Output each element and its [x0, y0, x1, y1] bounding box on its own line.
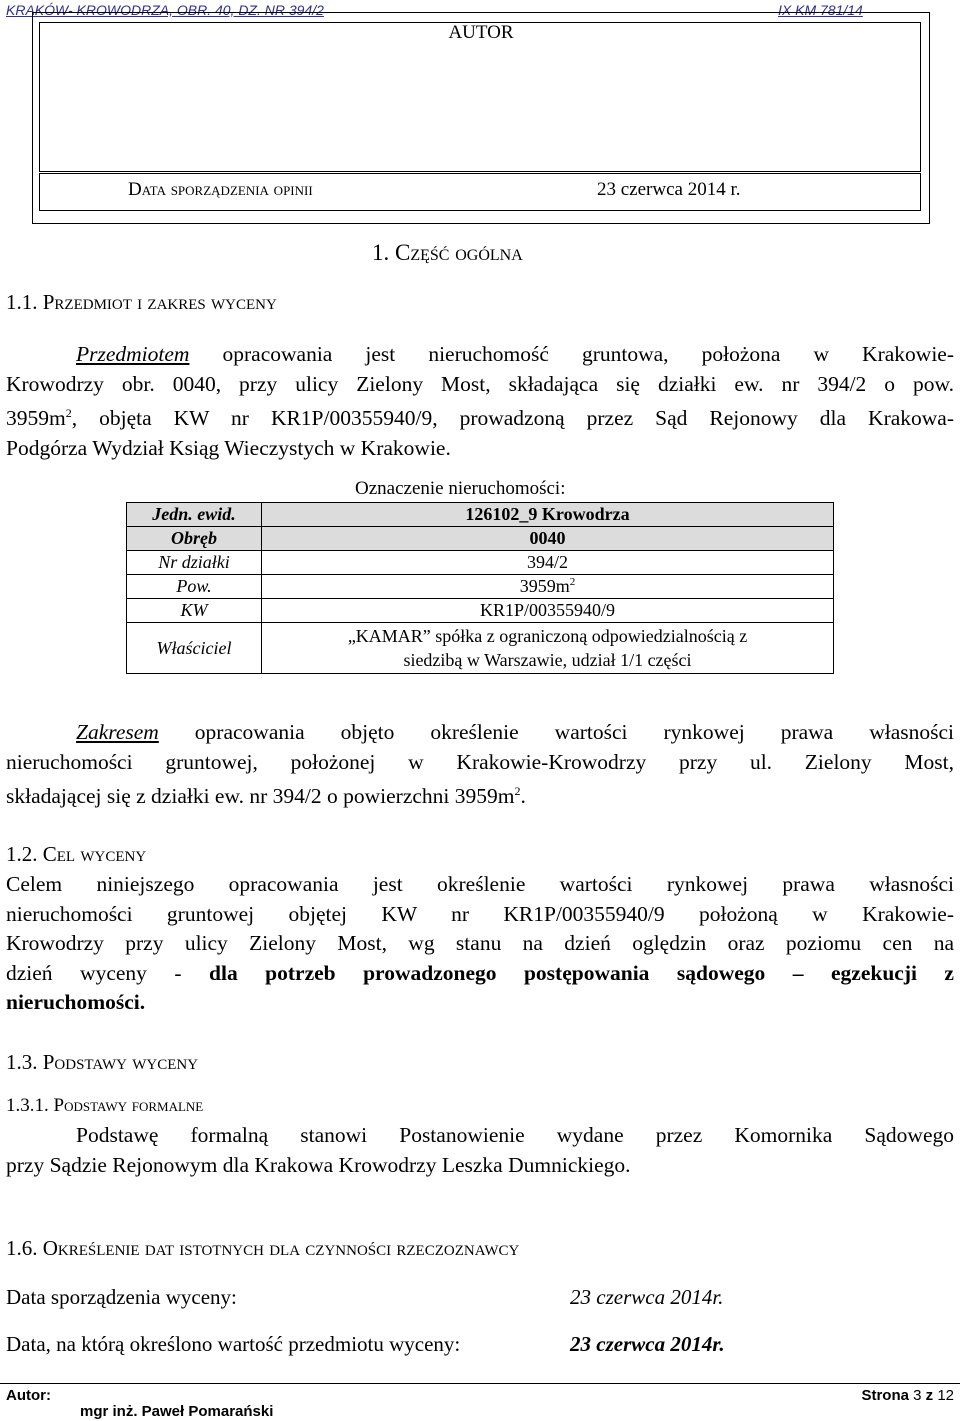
bold-text: dla potrzeb prowadzonego postępowania sądowego – egzekucji z — [209, 960, 954, 985]
text-run: 3959m — [519, 576, 570, 596]
text-run: dzień wyceny - — [6, 960, 210, 985]
page-total: 12 — [937, 1387, 954, 1404]
footer-author-name: mgr inż. Paweł Pomarański — [80, 1403, 274, 1420]
table-value: KR1P/00355940/9 — [262, 599, 834, 623]
text-run: Podstawę formalną stanowi Postanowienie wydane przez Komornika Sądowego — [76, 1123, 954, 1147]
date-value: 23 czerwca 2014 r. — [597, 179, 741, 200]
paragraph-line: nieruchomości. — [6, 990, 146, 1014]
date-label-2: Data, na którą określono wartość przedmiotu wyceny: — [6, 1332, 461, 1356]
subsection-heading-1-3-1: 1.3.1. Podstawy formalne — [6, 1095, 204, 1116]
section-heading: 1. Część ogólna — [372, 240, 523, 265]
text-run: składającej się z działki ew. nr 394/2 o powierzchni 3959m — [6, 784, 515, 809]
text-run: opracowania objęto określenie wartości rynkowej prawa własności — [158, 720, 954, 744]
table-key: Właściciel — [127, 623, 262, 674]
author-outer-box — [32, 12, 930, 224]
footer-divider — [0, 1383, 960, 1384]
superscript: 2 — [514, 784, 521, 798]
superscript: 2 — [569, 576, 576, 588]
table-value — [262, 623, 834, 674]
lead-word: Zakresem — [76, 720, 159, 744]
subsection-heading-1-1: 1.1. Przedmiot i zakres wyceny — [6, 290, 277, 314]
date-label-1: Data sporządzenia wyceny: — [6, 1285, 237, 1309]
table-key: Nr działki — [127, 551, 262, 575]
lead-word: Przedmiotem — [76, 342, 190, 366]
paragraph-line: Podgórza Wydział Ksiąg Wieczystych w Krakowie. — [6, 435, 451, 460]
table-row — [127, 623, 834, 674]
author-label: AUTOR — [448, 22, 514, 43]
page-number: 3 — [913, 1387, 922, 1404]
paragraph-line: przy Sądzie Rejonowym dla Krakowa Krowodrzy Leszka Dumnickiego. — [6, 1152, 631, 1177]
date-value-2: 23 czerwca 2014r. — [570, 1332, 725, 1356]
subsection-heading-1-3: 1.3. Podstawy wyceny — [6, 1050, 199, 1074]
table-value — [262, 575, 834, 599]
paragraph-line — [6, 399, 954, 434]
table-row — [127, 551, 834, 575]
table-caption: Oznaczenie nieruchomości: — [355, 478, 566, 499]
owner-line: siedzibą w Warszawie, udział 1/1 części — [403, 650, 692, 670]
footer-author-label: Autor: — [6, 1387, 51, 1404]
table-key: KW — [127, 599, 262, 623]
header-left: KRAKÓW- KROWODRZA, OBR. 40, DZ. NR 394/2 — [6, 2, 324, 18]
table-key: Pow. — [127, 575, 262, 599]
paragraph-line — [6, 718, 954, 748]
table-value: 394/2 — [262, 551, 834, 575]
paragraph-line — [6, 959, 954, 989]
paragraph-line — [6, 777, 954, 812]
subsection-heading-1-6: 1.6. Określenie dat istotnych dla czynności rzeczoznawcy — [6, 1236, 520, 1260]
date-value-1: 23 czerwca 2014r. — [570, 1285, 724, 1309]
superscript: 2 — [65, 406, 72, 420]
page-word: Strona — [861, 1387, 909, 1404]
paragraph-purpose — [6, 870, 954, 1018]
paragraph-line: Krowodrzy obr. 0040, przy ulicy Zielony Most, składająca się działki ew. nr 394/2 o pow. — [6, 371, 954, 396]
table-row — [127, 575, 834, 599]
table-key: Jedn. ewid. — [127, 503, 262, 527]
text-run: , objęta KW nr KR1P/00355940/9, prowadzoną przez Sąd Rejonowy dla Krakowa- — [71, 406, 954, 431]
table-key: Obręb — [127, 527, 262, 551]
paragraph-formal-basis — [6, 1121, 954, 1180]
paragraph-line: nieruchomości gruntowej objętej KW nr KR1P/00355940/9 położoną w Krakowie- — [6, 901, 954, 926]
paragraph-line — [6, 1121, 954, 1151]
owner-line: „KAMAR” spółka z ograniczoną odpowiedzialnością z — [347, 626, 748, 646]
footer-page — [861, 1387, 954, 1404]
date-label: Data sporządzenia opinii — [128, 179, 313, 200]
date-row — [39, 173, 921, 211]
text-run: 3959m — [6, 406, 66, 431]
paragraph-line: Krowodrzy przy ulicy Zielony Most, wg stanu na dzień oględzin oraz poziomu cen na — [6, 931, 954, 955]
header-right: IX KM 781/14 — [778, 2, 863, 18]
paragraph-subject — [6, 340, 954, 463]
table-value: 0040 — [262, 527, 834, 551]
paragraph-scope — [6, 718, 954, 812]
text-run: opracowania jest nieruchomość gruntowa, położona w Krakowie- — [189, 342, 954, 366]
page-of: z — [925, 1387, 934, 1404]
author-content-box — [39, 22, 921, 172]
paragraph-line — [6, 340, 954, 370]
paragraph-line: nieruchomości gruntowej, położonej w Krakowie-Krowodrzy przy ul. Zielony Most, — [6, 749, 954, 774]
table-row — [127, 503, 834, 527]
property-table — [126, 502, 834, 674]
subsection-heading-1-2: 1.2. Cel wyceny — [6, 842, 147, 866]
table-value: 126102_9 Krowodrza — [262, 503, 834, 527]
paragraph-line: Celem niniejszego opracowania jest określenie wartości rynkowej prawa własności — [6, 872, 954, 896]
text-run: . — [520, 784, 526, 809]
table-row — [127, 527, 834, 551]
table-row — [127, 599, 834, 623]
